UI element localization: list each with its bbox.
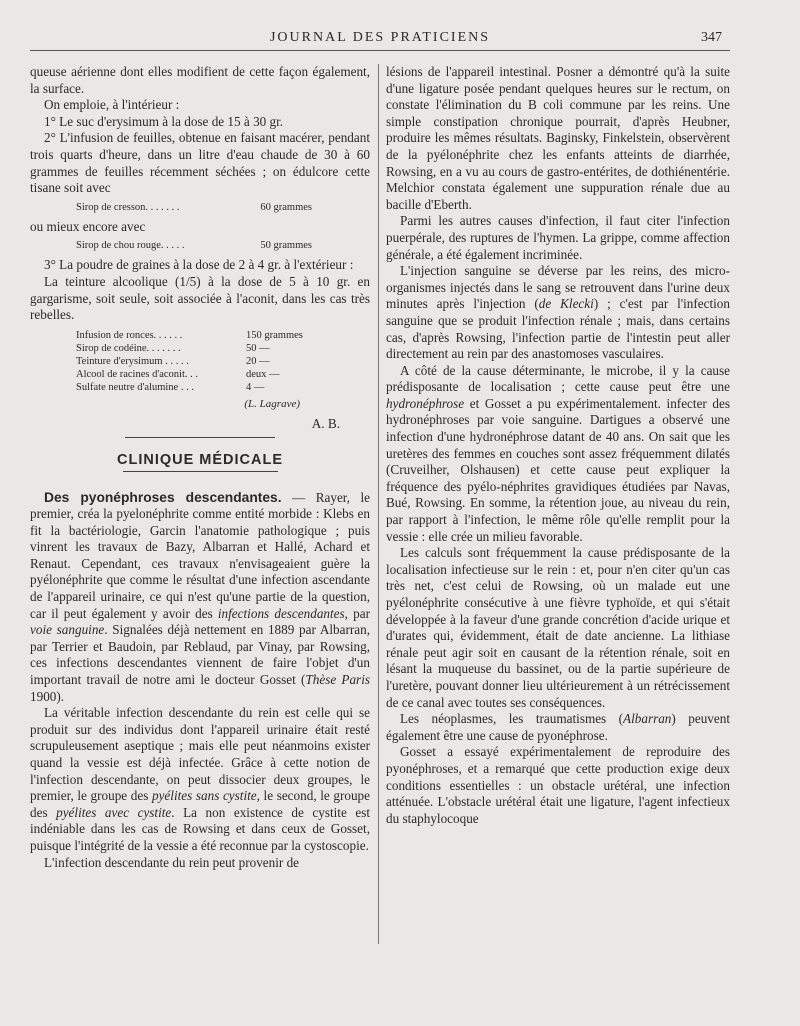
prescription-quantity: 20 — — [246, 355, 270, 367]
recipe-ingredient: Sirop de chou rouge. . . . . — [76, 240, 185, 252]
paragraph: A côté de la cause déterminante, le microbe, il y la cause prédisposante de localisation ; cette cause peut être une hydronéphrose et Gosset a pu expérimentalement. infecter des hydronéphroses par voie sanguine. Dartigues a observé une infection d'une hydronéphrose datant de 40 ans. On sait que les uretères des femmes en couches sont assez fréquemment dilatés (Cruveilher, Olshausen) et cette cause peut expliquer la fréquence des pyélo-néphrites gravidiques étudiées par Navas, Bué, Rowsing. En somme, la rétention joue, au niveau du rein, par rapport à l'infection, le même rôle qu'elle remplit pour la vessie : elle crée un milieu favorable. — [386, 362, 730, 544]
recipe-ingredient: Sirop de cresson. . . . . . . — [76, 201, 180, 213]
prescription-quantity: 4 — — [246, 381, 265, 393]
page-number: 347 — [701, 30, 722, 45]
paragraph: 2° L'infusion de feuilles, obtenue en faisant macérer, pendant trois quarts d'heure, dans un litre d'eau chaude de 30 à 60 grammes de feuilles récemment séchées ; on édulcore cette tisane soit avec — [30, 130, 370, 196]
prescription-ingredient: Teinture d'erysimum . . . . . — [76, 355, 189, 367]
heading-underline — [123, 471, 278, 472]
recipe-line — [30, 239, 370, 253]
section-divider — [125, 437, 275, 438]
paragraph: 3° La poudre de graines à la dose de 2 à 4 gr. à l'extérieur : — [44, 257, 354, 273]
article-title: Des pyonéphroses descendantes. — [44, 489, 282, 505]
prescription-quantity: 50 — — [246, 342, 270, 354]
author-signature: A. B. — [311, 416, 340, 432]
prescription-ingredient: Alcool de racines d'aconit. . . — [76, 368, 199, 380]
prescription-row — [76, 368, 326, 381]
prescription-quantity: 150 grammes — [246, 329, 303, 341]
paragraph: La véritable infection descendante du rein est celle qui se produit sur des individus dont l'appareil urinaire était resté scrupuleusement aseptique ; mais elle peut néanmoins exister quand la vessie est déjà infectée. Grâce à cette notion de l'infection descendante, on peut dissocier deux groupes, le premier, le groupe des pyélites sans cystite, le second, le groupe des pyélites avec cystite. La non existence de cystite est indéniable dans les cas de Rowsing et dans ceux de Gosset, puisque l'intégrité de la vessie a été reconnue par la cystoscopie. — [30, 705, 370, 853]
paragraph: queuse aérienne dont elles modifient de cette façon également, la surface. — [30, 64, 370, 96]
paragraph: On emploie, à l'intérieur : — [44, 97, 180, 113]
prescription-row — [76, 329, 326, 342]
prescription-quantity: deux — — [246, 368, 280, 380]
section-heading: CLINIQUE MÉDICALE — [116, 451, 284, 468]
recipe-quantity: 60 grammes — [260, 201, 312, 213]
paragraph: ou mieux encore avec — [30, 218, 146, 234]
recipe-quantity: 50 grammes — [260, 240, 312, 252]
journal-title: JOURNAL DES PRATICIENS — [269, 30, 491, 45]
prescription-table — [76, 329, 326, 394]
prescription-row — [76, 355, 326, 368]
paragraph: Les néoplasmes, les traumatismes (Albarran) peuvent également être une cause de pyonéphrose. — [386, 711, 730, 743]
prescription-ingredient: Infusion de ronces. . . . . . — [76, 329, 183, 341]
prescription-row — [76, 342, 326, 355]
paragraph: lésions de l'appareil intestinal. Posner a démontré qu'à la suite d'une ligature posée pendant quelques heures sur le rectum, on constate l'élimination du B coli commune par les reins. Une simple constipation chronique pourrait, d'après Heubner, produire les mêmes résultats. Baginsky, Finkelstein, observèrent de la pyélonéphrite chez les enfants atteints de diarrhée, Rowsing, en a vu au cours de gastro-entérites, de dothiénentérie. Melchior constata également une suppuration rénale due au bacille d'Eberth. — [386, 64, 730, 212]
paragraph: Gosset a essayé expérimentalement de reproduire des pyonéphroses, et a remarqué que cette production exige deux conditions essentielles : un obstacle urétéral, une infection atténuée. L'obstacle urétéral était une ligature, l'agent infectieux du staphylocoque — [386, 744, 730, 826]
prescription-ingredient: Sulfate neutre d'alumine . . . — [76, 381, 194, 393]
running-header — [30, 28, 730, 51]
article-paragraph: Des pyonéphroses descendantes. — Rayer, le premier, créa la pyelonéphrite comme entité morbide : Klebs en fit la bactériologie, Garcin l'anatomie pathologique ; puis vinrent les travaux de Bazy, Albarran et Hallé, Achard et Renaut. Cependant, ces travaux n'envisageaient guère la pyélonéphrite que comme le résultat d'une infection ascendante de l'appareil urinaire, ce qui n'est qu'une partie de la question, car il peut également y avoir des infections descendantes, par voie sanguine. Signalées déjà nettement en 1889 par Albarran, par Terrier et Baudoin, par Reblaud, par Vinay, par Rowsing, ces infections descendantes viennent de faire l'objet d'un important travail de notre ami le docteur Gosset (Thèse Paris 1900). — [30, 489, 370, 704]
column-divider — [378, 64, 379, 944]
paragraph: La teinture alcoolique (1/5) à la dose de 5 à 10 gr. en gargarisme, soit seule, soit associée à l'aconit, dans les cas très rebelles. — [30, 273, 370, 323]
recipe-line — [30, 201, 370, 215]
left-column — [30, 64, 370, 871]
recipe-credit: (L. Lagrave) — [244, 397, 300, 410]
paragraph: Parmi les autres causes d'infection, il faut citer l'infection puerpérale, des ruptures de l'hymen. La grippe, comme affection générale, a été également incriminée. — [386, 213, 730, 262]
paragraph: Les calculs sont fréquemment la cause prédisposante de la localisation infectieuse sur le rein : et, pour n'en citer qu'un cas très net, c'est celui de Rowsing, où un malade eut une pyélonéphrite consécutive à une fièvre typhoïde, et qui s'était développée à la faveur d'une grande concrétion d'acide urique et d'urates qui, évidemment, était de date ancienne. La lithiase rénale peut agir soit en causant de la rétention rénale, soit en lésant la muqueuse du bassinet, ou de la partie supérieure de l'uretère, pouvant donner lieu ultérieurement à un rétrécissement de ce canal avec toutes ses conséquences. — [386, 545, 730, 710]
paragraph: L'infection descendante du rein peut provenir de — [44, 854, 300, 870]
paragraph: L'injection sanguine se déverse par les reins, des micro-organismes injectés dans le sang se retrouvent dans l'urine deux minutes après l'injection (de Klecki) ; c'est par l'infection sanguine que se produit l'infection rénale ; mais, dans certains cas, d'après Rowsing, l'infection partie de l'intestin peut aller directement au rein par des anastomoses vasculaires. — [386, 263, 730, 362]
prescription-ingredient: Sirop de codéine. . . . . . . — [76, 342, 181, 354]
paragraph: 1° Le suc d'erysimum à la dose de 15 à 30 gr. — [44, 113, 284, 129]
right-column — [386, 64, 730, 827]
prescription-row — [76, 381, 326, 394]
